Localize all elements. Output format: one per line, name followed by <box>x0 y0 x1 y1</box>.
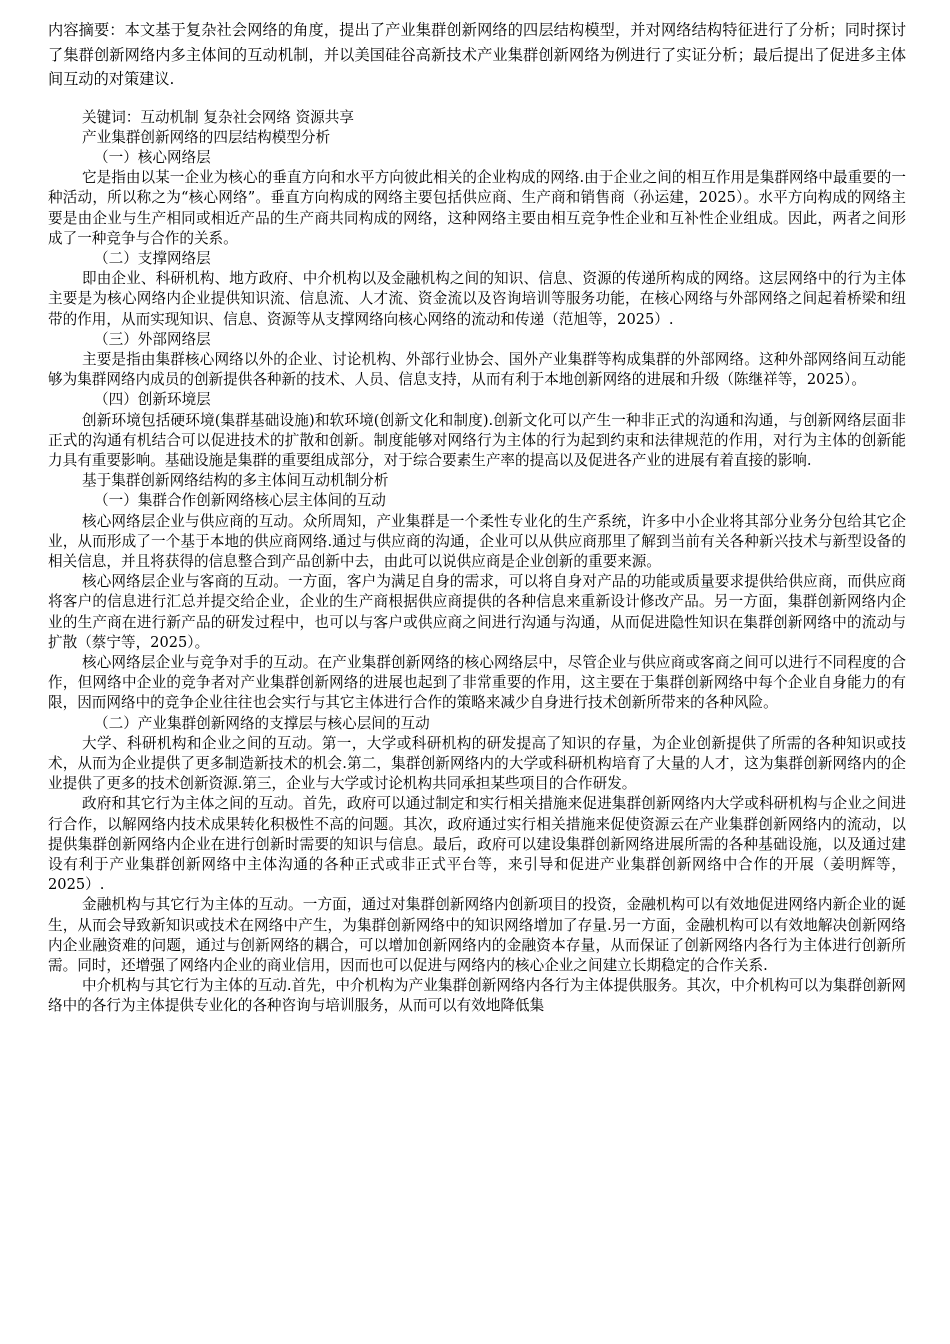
paragraph: 创新环境包括硬环境(集群基础设施)和软环境(创新文化和制度).创新文化可以产生一种非正式的沟通和沟通，与创新网络层面非正式的沟通有机结合可以促进技术的扩散和创新。制度能够对网络行为主体的行为起到约束和法律规范的作用，对行为主体的创新能力具有重要影响。基础设施是集群的重要组成部分，对于综合要素生产率的提高以及促进各产业的进展有着直接的影响. <box>48 411 906 469</box>
paragraph: 即由企业、科研机构、地方政府、中介机构以及金融机构之间的知识、信息、资源的传递所构成的网络。这层网络中的行为主体主要是为核心网络内企业提供知识流、信息流、人才流、资金流以及咨询培训等服务功能，在核心网络与外部网络之间起着桥梁和纽带的作用，从而实现知识、信息、资源等从支撑网络向核心网络的流动和传递（范旭等，2025）. <box>48 270 906 328</box>
paragraph: 核心网络层企业与竞争对手的互动。在产业集群创新网络的核心网络层中，尽管企业与供应商或客商之间可以进行不同程度的合作，但网络中企业的竞争者对产业集群创新网络的进展也起到了非常重要的作用，这主要在于集群创新网络中每个企业自身能力的有限，因而网络中的竞争企业往往也会实行与其它主体进行合作的策略来减少自身进行技术创新所带来的各种风险。 <box>48 653 906 712</box>
keywords: 关键词：互动机制 复杂社会网络 资源共享 <box>82 108 354 126</box>
subsection-title: （一）核心网络层 <box>94 148 211 166</box>
paragraph: 政府和其它行为主体之间的互动。首先，政府可以通过制定和实行相关措施来促进集群创新网络内大学或科研机构与企业之间进行合作，以解网络内技术成果转化积极性不高的问题。其次，政府通过实行相关措施来促使资源云在产业集群创新网络内的流动，以提供集群创新网络内企业在进行创新时需要的知识与信息。最后，政府可以建设集群创新网络进展所需的各种基础设施，以及通过建设有利于产业集群创新网络中主体沟通的各种正式或非正式平台等，来引导和促进产业集群创新网络中合作的开展（姜明辉等，2025）. <box>48 795 906 894</box>
subsection-title: （二）产业集群创新网络的支撑层与核心层间的互动 <box>94 714 430 732</box>
paragraph: 它是指由以某一企业为核心的垂直方向和水平方向彼此相关的企业构成的网络.由于企业之间的相互作用是集群网络中最重要的一种活动，所以称之为“核心网络”。垂直方向构成的网络主要包括供应商、生产商和销售商（孙运建，2025）。水平方向构成的网络主要是由企业与生产相同或相近产品的生产商共同构成的网络，这种网络主要由相互竞争性企业和互补性企业组成。因此，两者之间形成了一种竞争与合作的关系。 <box>48 169 906 247</box>
paragraph: 核心网络层企业与供应商的互动。众所周知，产业集群是一个柔性专业化的生产系统，许多中小企业将其部分业务分包给其它企业，从而形成了一个基于本地的供应商网络.通过与供应商的沟通，企业可以从供应商那里了解到当前有关各种新兴技术与新型设备的相关信息，并且将获得的信息整合到产品创新中去，由此可以说供应商是企业创新的重要来源。 <box>48 512 906 570</box>
paragraph: 中介机构与其它行为主体的互动.首先，中介机构为产业集群创新网络内各行为主体提供服务。其次，中介机构可以为集群创新网络中的各行为主体提供专业化的各种咨询与培训服务，从而可以有效地降低集 <box>48 977 906 1015</box>
paragraph: 大学、科研机构和企业之间的互动。第一，大学或科研机构的研发提高了知识的存量，为企业创新提供了所需的各种知识或技术，从而为企业提供了更多制造新技术的机会.第二，集群创新网络内的大学或科研机构培育了大量的人才，这为集群创新网络内的企业提供了更多的技术创新资源.第三，企业与大学或讨论机构共同承担某些项目的合作研发。 <box>48 734 906 793</box>
paragraph: 金融机构与其它行为主体的互动。一方面，通过对集群创新网络内创新项目的投资，金融机构可以有效地促进网络内新企业的诞生，从而会导致新知识或技术在网络中产生，为集群创新网络中的知识网络增加了存量.另一方面，金融机构可以有效地解决创新网络内企业融资难的问题，通过与创新网络的耦合，可以增加创新网络内的金融资本存量，从而保证了创新网络内各行为主体进行创新所需。同时，还增强了网络内企业的商业信用，因而也可以促进与网络内的核心企业之间建立长期稳定的合作关系. <box>48 896 906 975</box>
section-title: 基于集群创新网络结构的多主体间互动机制分析 <box>82 472 389 490</box>
subsection-title: （三）外部网络层 <box>94 330 211 348</box>
subsection-title: （四）创新环境层 <box>94 391 211 409</box>
subsection-title: （一）集群合作创新网络核心层主体间的互动 <box>94 492 386 510</box>
section-title: 产业集群创新网络的四层结构模型分析 <box>82 128 331 146</box>
paragraph: 主要是指由集群核心网络以外的企业、讨论机构、外部行业协会、国外产业集群等构成集群的外部网络。这种外部网络间互动能够为集群网络内成员的创新提供各种新的技术、人员、信息支持，从而有利于本地创新网络的进展和升级（陈继祥等，2025）。 <box>48 350 906 389</box>
paragraph: 核心网络层企业与客商的互动。一方面，客户为满足自身的需求，可以将自身对产品的功能或质量要求提供给供应商，而供应商将客户的信息进行汇总并提交给企业，企业的生产商根据供应商提供的各种信息来重新设计修改产品。另一方面，集群创新网络内企业的生产商在进行新产品的研发过程中，也可以与客户或供应商之间进行沟通与沟通，从而促进隐性知识在集群创新网络中的流动与扩散（蔡宁等，2025）。 <box>48 573 906 651</box>
subsection-title: （二）支撑网络层 <box>94 249 211 267</box>
abstract: 内容摘要：本文基于复杂社会网络的角度，提出了产业集群创新网络的四层结构模型，并对网络结构特征进行了分析；同时探讨了集群创新网络内多主体间的互动机制，并以美国硅谷高新技术产业集群创新网络为例进行了实证分析；最后提出了促进多主体间互动的对策建议. <box>48 21 906 88</box>
